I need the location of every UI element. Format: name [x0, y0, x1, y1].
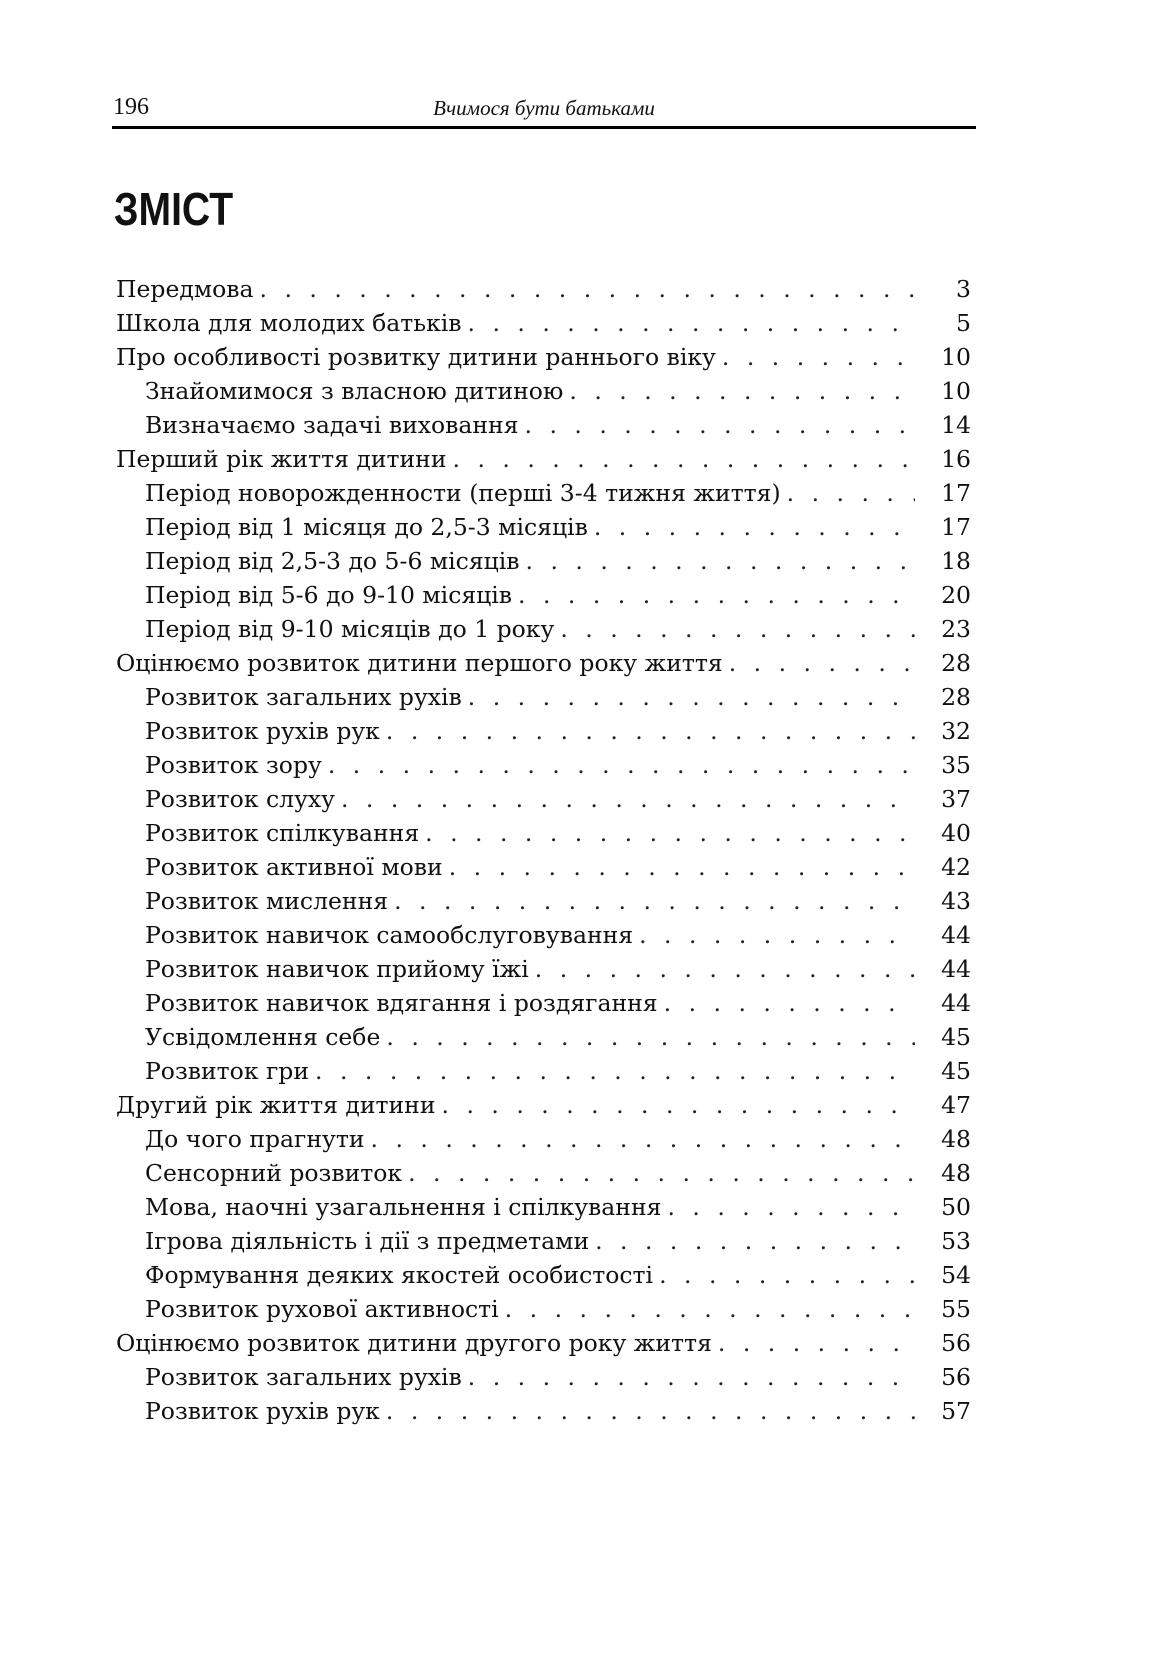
running-header: [112, 94, 976, 129]
dot-leader: [442, 1088, 916, 1122]
toc-entry-page: 37: [941, 785, 971, 813]
toc-entry-label: Розвиток зору: [145, 751, 322, 779]
toc-entry-label: Розвиток навичок самообслуговування: [145, 921, 634, 949]
toc-entry-page: 10: [941, 343, 971, 371]
toc-entry-label: Розвиток рухів рук: [145, 1397, 380, 1425]
dot-leader: [386, 1394, 915, 1428]
dot-leader: [328, 748, 915, 782]
toc-entry-page: 45: [941, 1023, 971, 1051]
dot-leader: [341, 782, 915, 816]
toc-entry-page: 28: [941, 683, 971, 711]
toc-entry-page: 3: [956, 275, 971, 303]
dot-leader: [659, 1258, 915, 1292]
toc-entry-page: 50: [941, 1193, 971, 1221]
toc-entry-label: Розвиток навичок вдягання і роздягання: [145, 989, 658, 1017]
dot-leader: [729, 646, 915, 680]
toc-entry-page: 16: [941, 445, 971, 473]
toc-entry[interactable]: [116, 1156, 971, 1190]
dot-leader: [453, 442, 915, 476]
toc-entry-label: Розвиток активної мови: [145, 853, 443, 881]
toc-entry[interactable]: [116, 748, 971, 782]
dot-leader: [664, 986, 915, 1020]
toc-entry[interactable]: [116, 1190, 971, 1224]
toc-entry-label: Мова, наочні узагальнення і спілкування: [145, 1193, 662, 1221]
toc-entry-label: Період від 5-6 до 9-10 місяців: [145, 581, 513, 609]
dot-leader: [639, 918, 915, 952]
toc-entry-label: Розвиток рухів рук: [145, 717, 380, 745]
toc-entry-page: 56: [941, 1329, 971, 1357]
toc-entry-page: 48: [941, 1125, 971, 1153]
toc-entry-page: 20: [941, 581, 971, 609]
dot-leader: [394, 884, 915, 918]
toc-entry-label: Усвідомлення себе: [145, 1023, 381, 1051]
toc-entry-label: Розвиток загальних рухів: [145, 683, 462, 711]
toc-entry[interactable]: [116, 1326, 971, 1360]
toc-entry-page: 48: [941, 1159, 971, 1187]
dot-leader: [425, 816, 915, 850]
toc-entry[interactable]: [116, 1360, 971, 1394]
toc-entry-label: Ігрова діяльність і дії з предметами: [145, 1227, 590, 1255]
toc-entry-label: Оцінюємо розвиток дитини першого року життя: [116, 649, 723, 677]
toc-entry[interactable]: [116, 646, 971, 680]
toc-entry[interactable]: [116, 442, 971, 476]
toc-entry-label: Період від 9-10 місяців до 1 року: [145, 615, 555, 643]
toc-entry-page: 56: [941, 1363, 971, 1391]
dot-leader: [371, 1122, 915, 1156]
dot-leader: [560, 612, 915, 646]
dot-leader: [526, 544, 915, 578]
toc-entry[interactable]: [116, 816, 971, 850]
toc-entry-label: До чого прагнути: [145, 1125, 365, 1153]
toc-entry-label: Розвиток спілкування: [145, 819, 420, 847]
toc-entry-label: Період новорожденности (перші 3-4 тижня життя): [145, 479, 781, 507]
dot-leader: [667, 1190, 915, 1224]
toc-entry-page: 14: [941, 411, 971, 439]
dot-leader: [386, 1020, 915, 1054]
toc-entry[interactable]: [116, 340, 971, 374]
toc-entry-label: Розвиток рухової активності: [145, 1295, 499, 1323]
toc-entry-label: Школа для молодих батьків: [116, 309, 462, 337]
toc-entry-page: 32: [941, 717, 971, 745]
toc-entry[interactable]: [116, 1224, 971, 1258]
page-title: ЗМІСТ: [114, 183, 234, 235]
toc-entry[interactable]: [116, 714, 971, 748]
toc-entry-page: 17: [941, 479, 971, 507]
toc-entry-label: Перший рік життя дитини: [116, 445, 447, 473]
dot-leader: [468, 680, 915, 714]
dot-leader: [449, 850, 915, 884]
toc-entry[interactable]: [116, 510, 971, 544]
toc-entry[interactable]: [116, 306, 971, 340]
toc-entry[interactable]: [116, 1054, 971, 1088]
toc-entry[interactable]: [116, 1258, 971, 1292]
toc-entry-label: Знайомимося з власною дитиною: [145, 377, 564, 405]
toc-entry[interactable]: [116, 544, 971, 578]
toc-entry-label: Передмова: [116, 275, 254, 303]
toc-entry-page: 35: [941, 751, 971, 779]
toc-entry-page: 45: [941, 1057, 971, 1085]
toc-entry[interactable]: [116, 272, 971, 306]
toc-entry[interactable]: [116, 476, 971, 510]
dot-leader: [569, 374, 915, 408]
toc-entry[interactable]: [116, 680, 971, 714]
toc-entry[interactable]: [116, 612, 971, 646]
toc-entry[interactable]: [116, 374, 971, 408]
dot-leader: [722, 340, 915, 374]
toc-entry-page: 40: [941, 819, 971, 847]
dot-leader: [386, 714, 915, 748]
toc-entry-page: 53: [941, 1227, 971, 1255]
toc-entry[interactable]: [116, 1088, 971, 1122]
toc-entry-page: 44: [941, 921, 971, 949]
dot-leader: [468, 1360, 915, 1394]
toc-entry-page: 44: [941, 955, 971, 983]
toc-entry-page: 10: [941, 377, 971, 405]
toc-entry[interactable]: [116, 782, 971, 816]
toc-entry-label: Визначаємо задачі виховання: [145, 411, 519, 439]
toc-entry-label: Період від 1 місяця до 2,5-3 місяців: [145, 513, 588, 541]
dot-leader: [505, 1292, 915, 1326]
dot-leader: [535, 952, 915, 986]
toc-entry[interactable]: [116, 1292, 971, 1326]
toc-entry-page: 55: [941, 1295, 971, 1323]
toc-entry-label: Розвиток гри: [145, 1057, 309, 1085]
toc-entry[interactable]: [116, 1122, 971, 1156]
toc-entry[interactable]: [116, 850, 971, 884]
page-number: 196: [113, 94, 149, 120]
dot-leader: [260, 272, 916, 306]
dot-leader: [518, 578, 915, 612]
toc-entry[interactable]: [116, 918, 971, 952]
toc-entry-page: 54: [941, 1261, 971, 1289]
dot-leader: [594, 510, 915, 544]
running-title: Вчимося бути батьками: [433, 96, 655, 120]
toc-entry[interactable]: [116, 952, 971, 986]
toc-entry-page: 28: [941, 649, 971, 677]
toc-entry-page: 5: [956, 309, 971, 337]
toc-entry[interactable]: [116, 986, 971, 1020]
toc-entry-label: Другий рік життя дитини: [116, 1091, 436, 1119]
toc-entry[interactable]: [116, 1020, 971, 1054]
toc-entry[interactable]: [116, 578, 971, 612]
toc-entry-label: Оцінюємо розвиток дитини другого року життя: [116, 1329, 712, 1357]
dot-leader: [718, 1326, 915, 1360]
toc-entry-label: Період від 2,5-3 до 5-6 місяців: [145, 547, 520, 575]
dot-leader: [525, 408, 915, 442]
toc-entry-page: 47: [941, 1091, 971, 1119]
toc-entry-page: 18: [941, 547, 971, 575]
toc-entry-label: Розвиток слуху: [145, 785, 335, 813]
dot-leader: [408, 1156, 915, 1190]
toc-entry-page: 17: [941, 513, 971, 541]
toc-entry-page: 23: [941, 615, 971, 643]
dot-leader: [595, 1224, 915, 1258]
toc-entry-label: Розвиток мислення: [145, 887, 389, 915]
dot-leader: [468, 306, 915, 340]
table-of-contents: [116, 272, 971, 1428]
toc-entry-page: 44: [941, 989, 971, 1017]
toc-entry[interactable]: [116, 884, 971, 918]
toc-entry-label: Формування деяких якостей особистості: [145, 1261, 654, 1289]
toc-entry[interactable]: [116, 408, 971, 442]
toc-entry[interactable]: [116, 1394, 971, 1428]
dot-leader: [315, 1054, 915, 1088]
toc-entry-label: Про особливості розвитку дитини раннього віку: [116, 343, 716, 371]
dot-leader: [787, 476, 915, 510]
toc-entry-page: 43: [941, 887, 971, 915]
toc-entry-page: 57: [941, 1397, 971, 1425]
toc-entry-label: Розвиток загальних рухів: [145, 1363, 462, 1391]
toc-entry-label: Сенсорний розвиток: [145, 1159, 403, 1187]
toc-entry-label: Розвиток навичок прийому їжі: [145, 955, 529, 983]
toc-entry-page: 42: [941, 853, 971, 881]
